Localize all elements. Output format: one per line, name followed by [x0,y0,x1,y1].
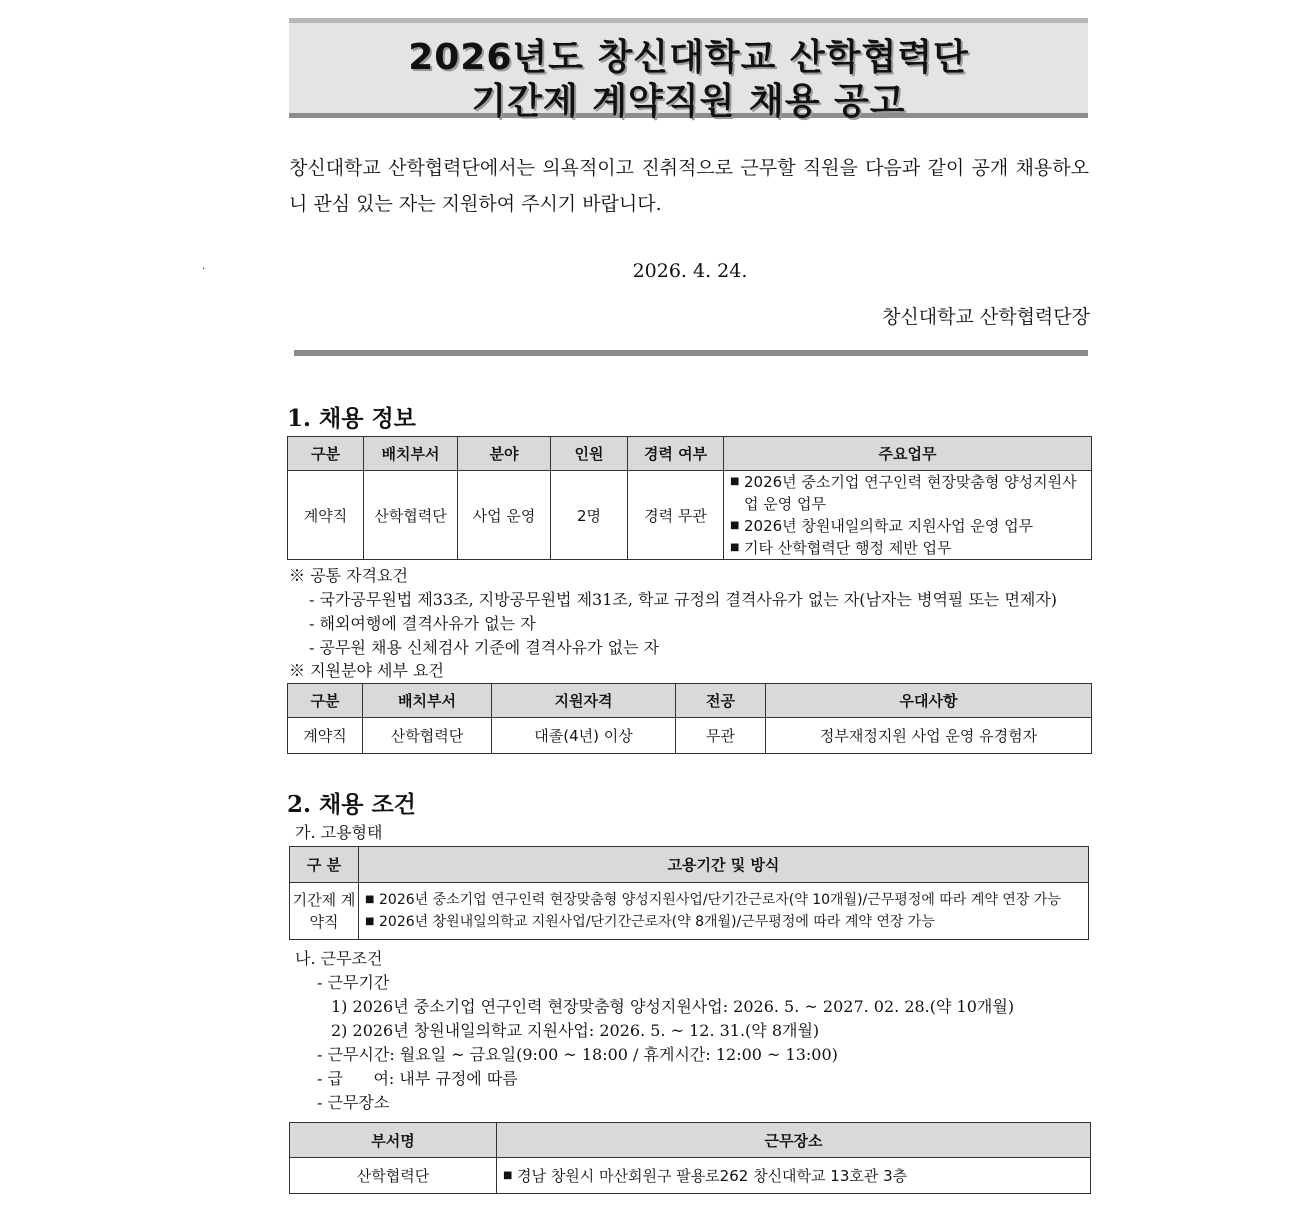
common-requirement-item: - 공무원 채용 신체검사 기준에 결격사유가 없는 자 [309,638,660,657]
place-cell [497,1158,1091,1194]
intro-paragraph: 창신대학교 산학협력단에서는 의욕적이고 진취적으로 근무할 직원을 다음과 같이 공개 채용하오니 관심 있는 자는 지원하여 주시기 바랍니다. [289,157,1089,215]
header-cell: 분야 [458,437,551,471]
divider [294,350,1088,356]
employment-row-label: 기간제 계약직 [290,883,359,940]
employment-item: ■ 2026년 창원내일의학교 지원사업/단기간근로자(약 8개월)/근무평정에 따라 계약 연장 가능 [379,911,1084,933]
stray-dot: · [202,264,206,275]
section1-title: 1. 채용 정보 [287,405,416,432]
header-cell: 구 분 [290,847,359,883]
employment-type-table [289,846,1089,940]
duty-item: ■ 2026년 창원내일의학교 지원사업 운영 업무 [744,515,1087,537]
detail-requirements-table [287,683,1092,754]
table-cell: 계약직 [288,718,363,754]
employment-items-cell [359,883,1089,940]
common-requirements-title: ※ 공통 자격요건 [289,566,408,585]
header-cell: 근무장소 [497,1123,1091,1158]
table-cell: 정부재정지원 사업 운영 유경험자 [766,718,1092,754]
header-cell: 전공 [676,684,766,718]
duty-item: ■ 기타 산학협력단 행정 제반 업무 [744,537,1087,559]
table-cell: 사업 운영 [458,471,551,560]
table-cell: 산학협력단 [363,718,492,754]
page-title-line1: 2026년도 창신대학교 산학협력단 [408,37,969,78]
header-cell: 인원 [551,437,628,471]
header-cell: 배치부서 [364,437,458,471]
duty-item: ■ 2026년 중소기업 연구인력 현장맞춤형 양성지원사업 운영 업무 [744,471,1087,515]
header-cell: 주요업무 [724,437,1092,471]
condition-item: - 근무장소 [317,1093,390,1112]
header-cell: 지원자격 [492,684,676,718]
header-cell: 배치부서 [363,684,492,718]
header-cell: 부서명 [290,1123,497,1158]
condition-item: - 급 여: 내부 규정에 따름 [317,1069,518,1088]
employment-type-subtitle: 가. 고용형태 [295,823,383,842]
work-place-table [289,1122,1091,1194]
recruitment-info-table [287,436,1092,560]
table-cell: 산학협력단 [290,1158,497,1194]
table-cell: 계약직 [288,471,364,560]
condition-item: 1) 2026년 중소기업 연구인력 현장맞춤형 양성지원사업: 2026. 5. ~ 2027. 02. 28.(약 10개월) [331,997,1015,1016]
title-box [289,18,1088,122]
header-cell: 경력 여부 [628,437,724,471]
section2-title: 2. 채용 조건 [287,791,416,818]
signer: 창신대학교 산학협력단장 [882,306,1090,328]
work-conditions-subtitle: 나. 근무조건 [295,949,383,968]
table-cell: 무관 [676,718,766,754]
detail-requirements-title: ※ 지원분야 세부 요건 [289,661,444,680]
condition-item: - 근무시간: 월요일 ~ 금요일(9:00 ~ 18:00 / 휴게시간: 12:00 ~ 13:00) [317,1045,838,1064]
common-requirement-item: - 국가공무원법 제33조, 지방공무원법 제31조, 학교 규정의 결격사유가 없는 자(남자는 병역필 또는 면제자) [309,590,1058,609]
condition-item: - 근무기간 [317,973,390,992]
place-item: ■ 경남 창원시 마산회원구 팔용로262 창신대학교 13호관 3층 [517,1165,1086,1187]
notice-date: 2026. 4. 24. [632,260,748,282]
header-cell: 구분 [288,684,363,718]
page-title-line2: 기간제 계약직원 채용 공고 [471,81,906,122]
header-cell: 우대사항 [766,684,1092,718]
header-cell: 구분 [288,437,364,471]
duties-cell [724,471,1092,560]
employment-item: ■ 2026년 중소기업 연구인력 현장맞춤형 양성지원사업/단기간근로자(약 10개월)/근무평정에 따라 계약 연장 가능 [379,889,1084,911]
table-cell: 2명 [551,471,628,560]
table-cell: 대졸(4년) 이상 [492,718,676,754]
header-cell: 고용기간 및 방식 [359,847,1089,883]
condition-item: 2) 2026년 창원내일의학교 지원사업: 2026. 5. ~ 12. 31.(약 8개월) [331,1021,820,1040]
table-cell: 산학협력단 [364,471,458,560]
common-requirement-item: - 해외여행에 결격사유가 없는 자 [309,614,536,633]
table-cell: 경력 무관 [628,471,724,560]
